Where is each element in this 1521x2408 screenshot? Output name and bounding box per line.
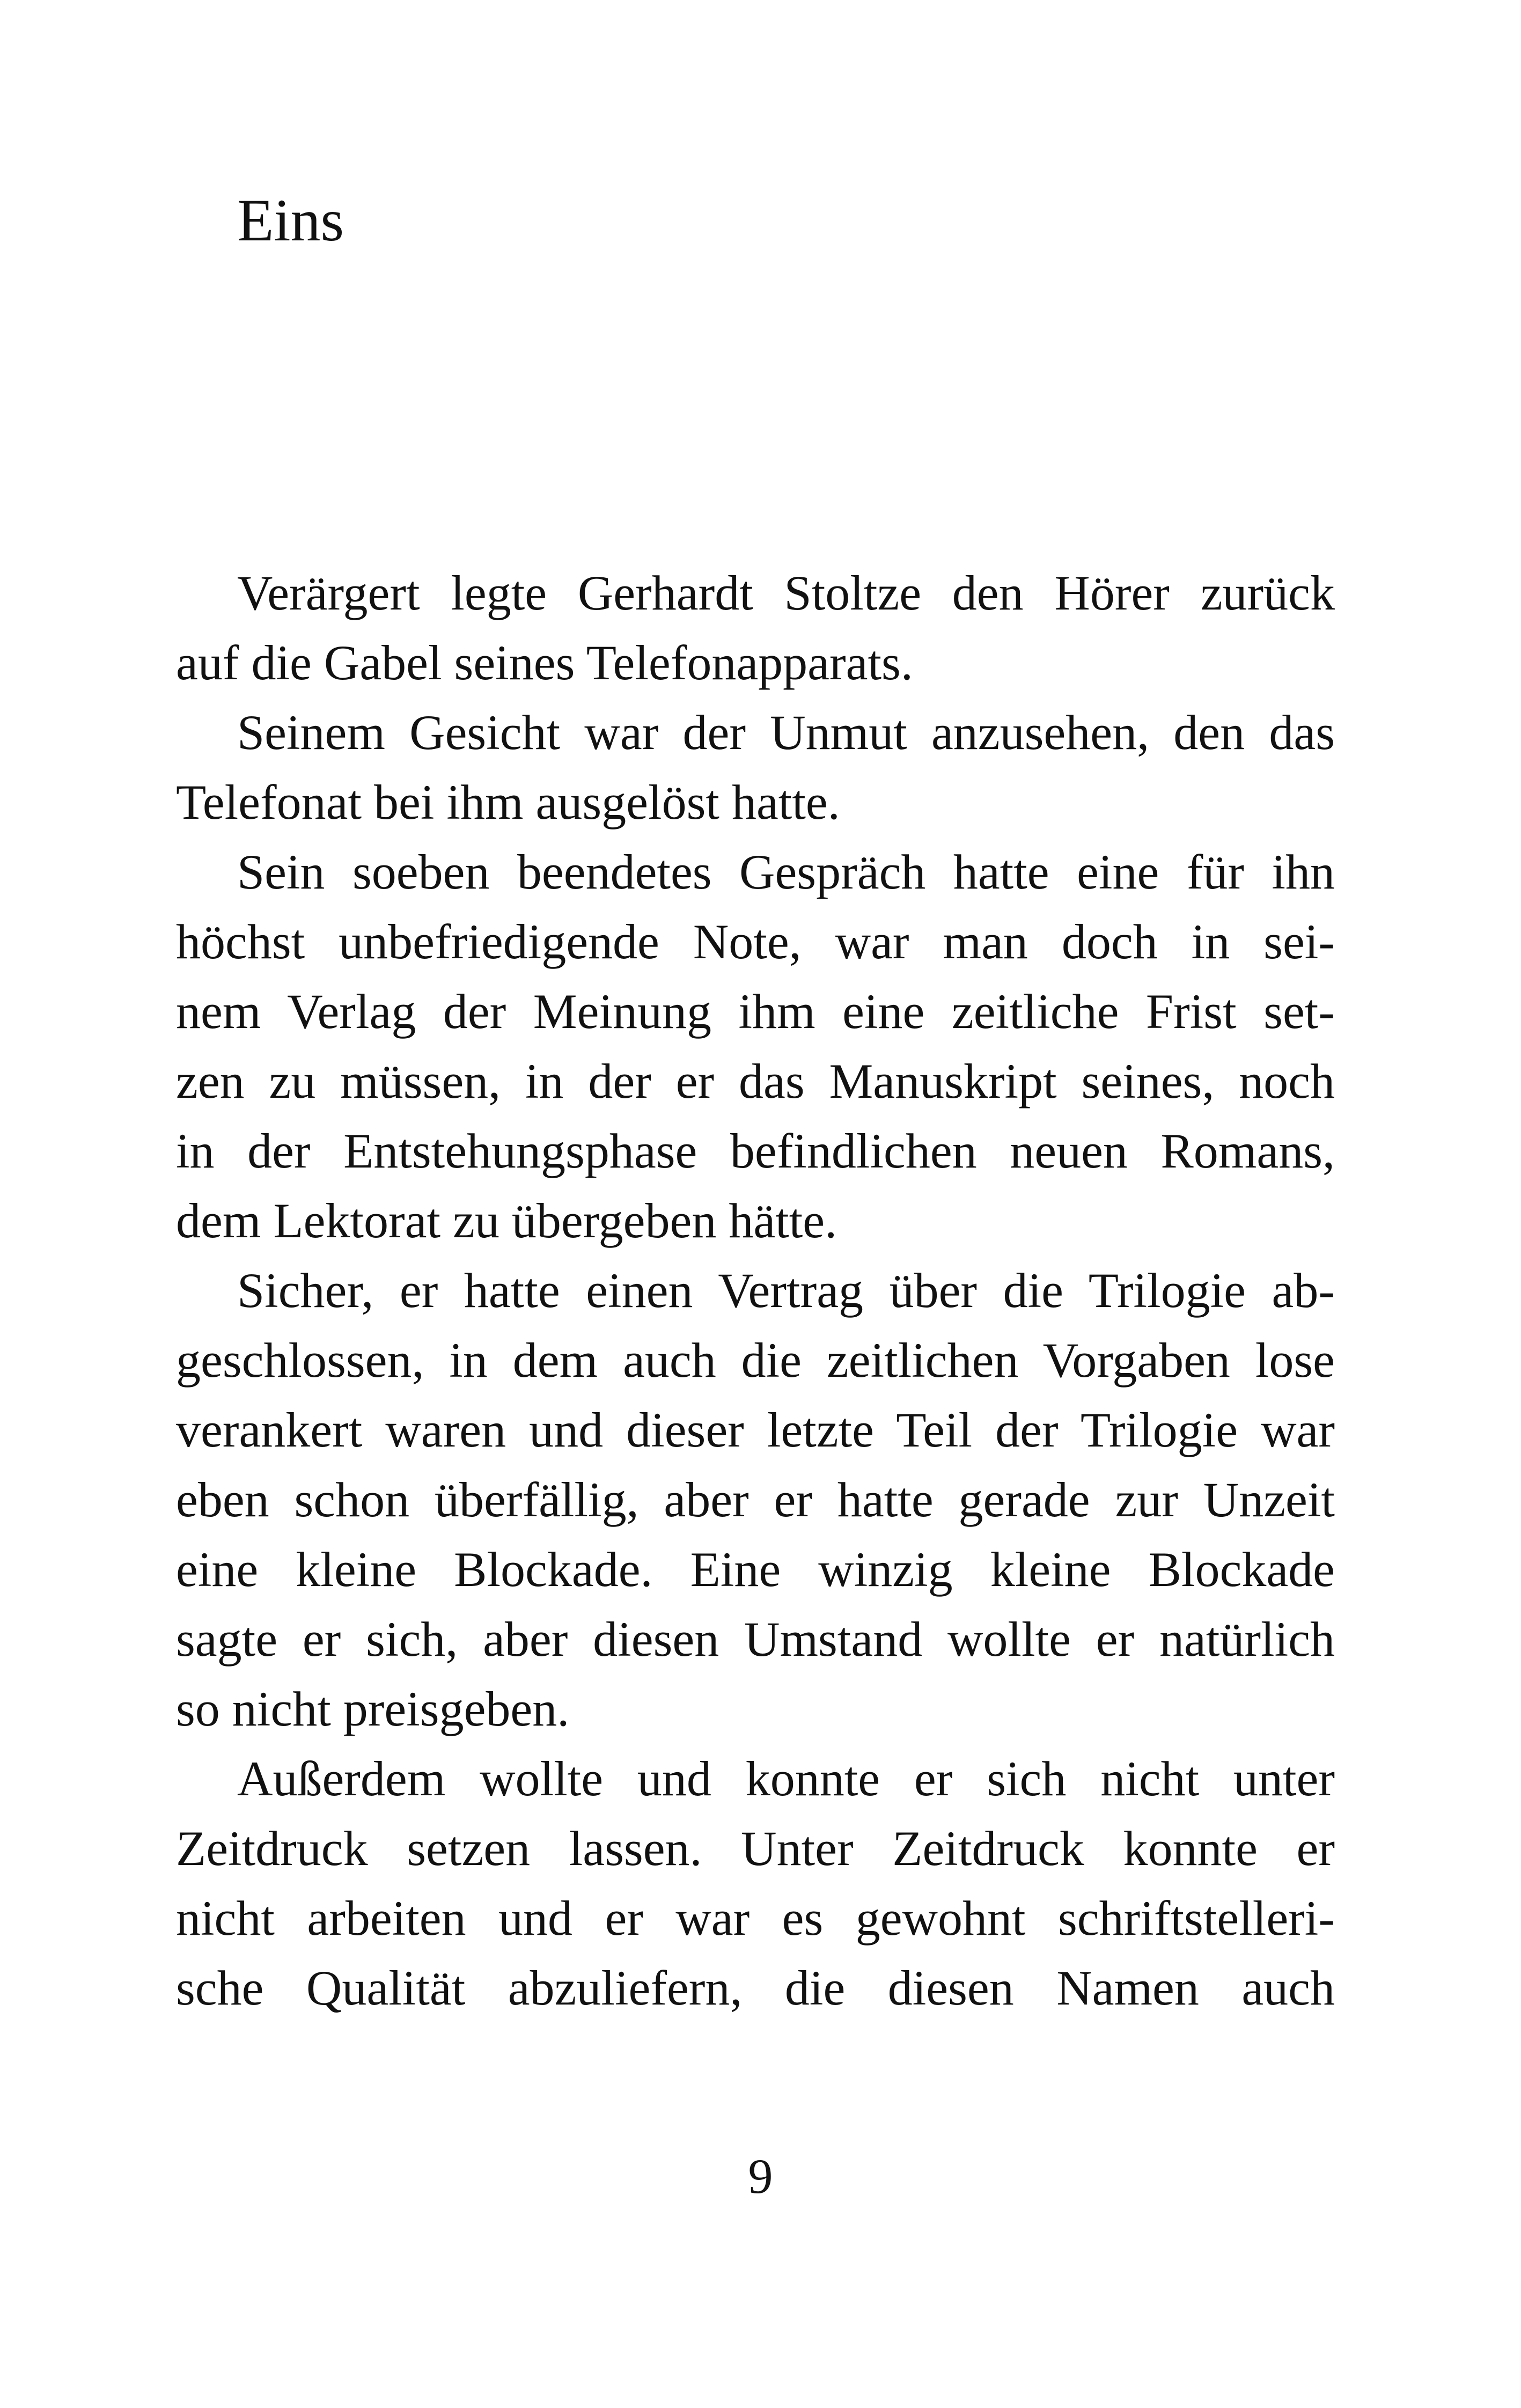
text-line: in der Entstehungsphase befindlichen neuen Romans, [176, 1124, 1335, 1178]
text-line: Außerdem wollte und konnte er sich nicht unter [237, 1751, 1335, 1806]
text-line: so nicht preisgeben. [176, 1682, 570, 1736]
text-line: Zeitdruck setzen lassen. Unter Zeitdruck konnte er [176, 1821, 1335, 1876]
text-line: Verärgert legte Gerhardt Stoltze den Hörer zurück [237, 566, 1335, 620]
text-line: eine kleine Blockade. Eine winzig kleine Blockade [176, 1542, 1335, 1597]
chapter-title: Eins [237, 187, 344, 254]
text-line: höchst unbefriedigende Note, war man doch in sei- [176, 914, 1335, 969]
text-line: Telefonat bei ihm ausgelöst hatte. [176, 775, 840, 829]
text-line: geschlossen, in dem auch die zeitlichen Vorgaben lose [176, 1333, 1335, 1387]
text-line: sche Qualität abzuliefern, die diesen Namen auch [176, 1961, 1335, 2015]
text-line: dem Lektorat zu übergeben hätte. [176, 1193, 837, 1248]
text-line: Sicher, er hatte einen Vertrag über die Trilogie ab- [237, 1263, 1335, 1318]
text-line: auf die Gabel seines Telefonapparats. [176, 635, 913, 690]
text-line: eben schon überfällig, aber er hatte gerade zur Unzeit [176, 1472, 1335, 1527]
text-line: sagte er sich, aber diesen Umstand wollte er natürlich [176, 1612, 1335, 1666]
text-line: nem Verlag der Meinung ihm eine zeitliche Frist set- [176, 984, 1335, 1039]
page-number: 9 [748, 2149, 773, 2204]
text-line: zen zu müssen, in der er das Manuskript seines, noch [176, 1054, 1335, 1108]
text-line: nicht arbeiten und er war es gewohnt schriftstelleri- [176, 1891, 1335, 1946]
body-text [176, 558, 1335, 2023]
text-line: verankert waren und dieser letzte Teil der Trilogie war [176, 1403, 1335, 1457]
text-line: Sein soeben beendetes Gespräch hatte eine für ihn [237, 845, 1335, 899]
text-line: Seinem Gesicht war der Unmut anzusehen, den das [237, 705, 1335, 760]
